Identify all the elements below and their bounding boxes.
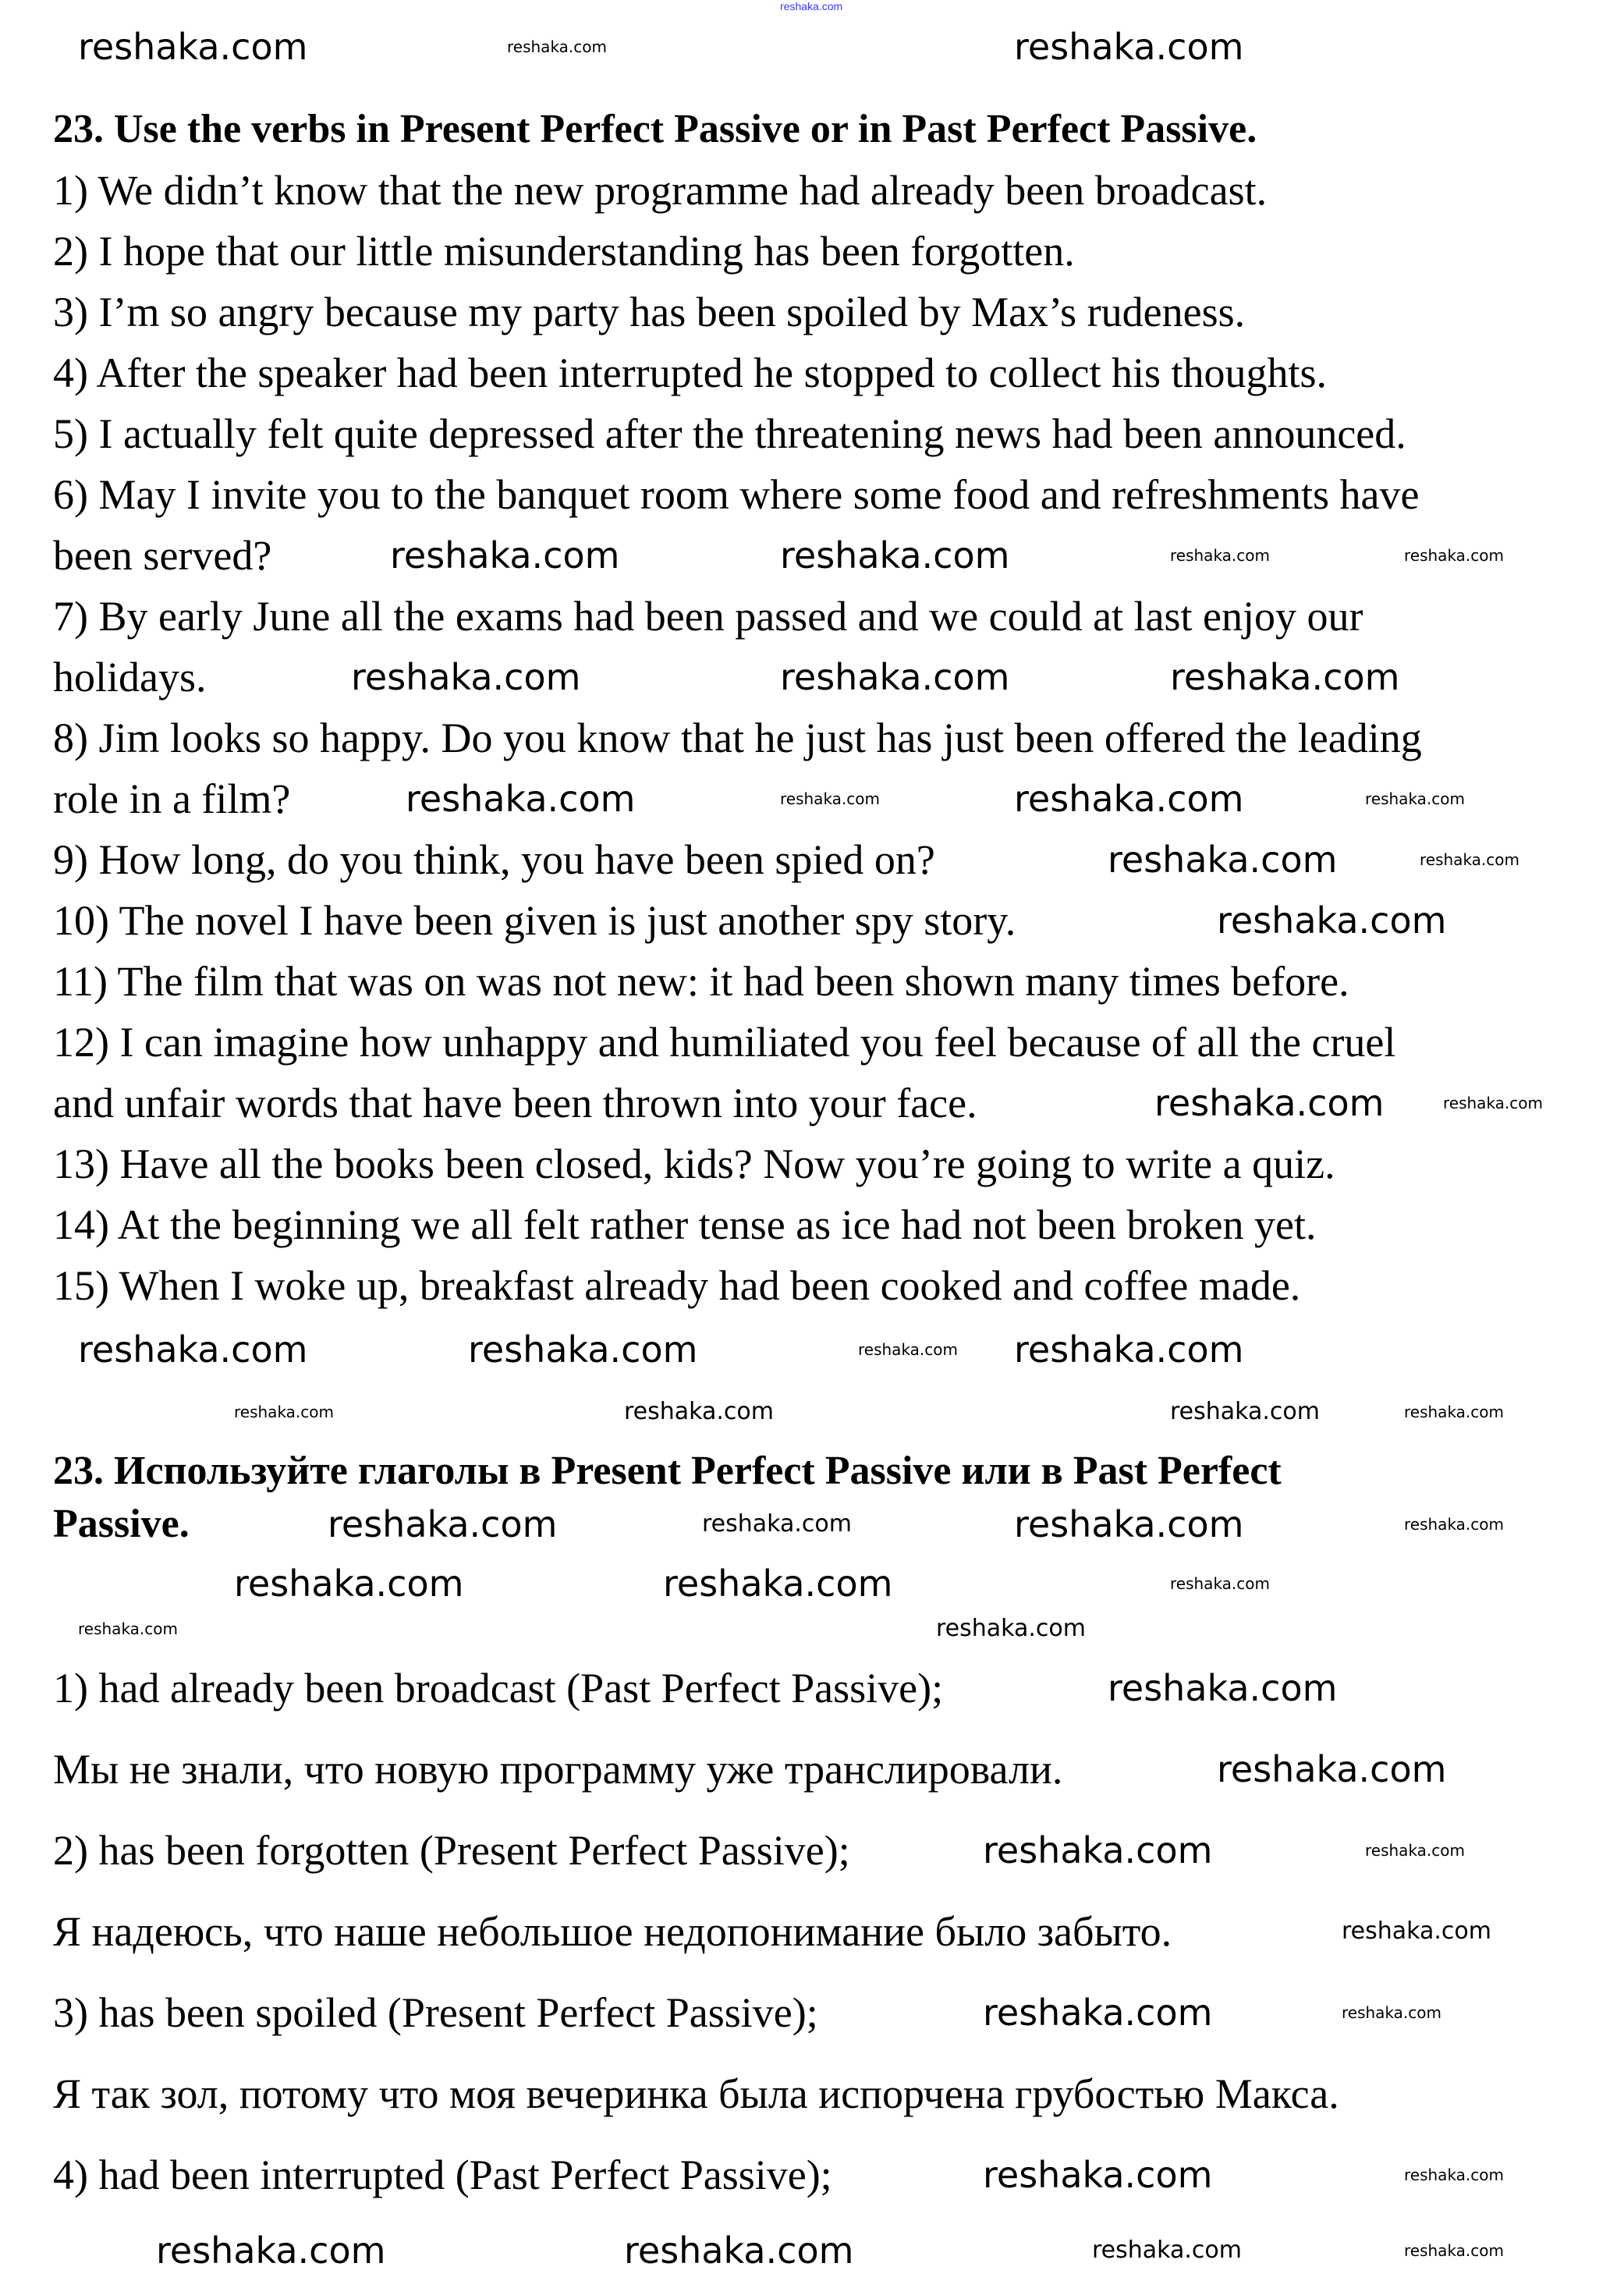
answer-line: 3) has been spoiled (Present Perfect Passive); <box>53 1989 818 2036</box>
watermark: reshaka.com <box>1420 850 1519 869</box>
watermark: reshaka.com <box>1014 778 1244 820</box>
exercise-line: 7) By early June all the exams had been passed and we could at last enjoy our <box>53 593 1363 640</box>
watermark: reshaka.com <box>1342 2003 1441 2022</box>
exercise-line: 15) When I woke up, breakfast already had been cooked and coffee made. <box>53 1262 1301 1309</box>
watermark: reshaka.com <box>406 778 636 820</box>
watermark: reshaka.com <box>390 534 620 576</box>
watermark: reshaka.com <box>78 1619 178 1638</box>
exercise-line: 1) We didn’t know that the new programme had already been broadcast. <box>53 167 1268 214</box>
watermark: reshaka.com <box>1014 26 1244 68</box>
translation-title: 23. Используйте глаголы в Present Perfect Passive или в Past Perfect <box>53 1449 1282 1493</box>
watermark: reshaka.com <box>702 1510 852 1538</box>
watermark: reshaka.com <box>1404 1403 1504 1421</box>
watermark: reshaka.com <box>1365 789 1465 808</box>
answer-line: Я надеюсь, что наше небольшое недопонимание было забыто. <box>53 1908 1172 1955</box>
exercise-line: role in a film? <box>53 775 291 822</box>
watermark: reshaka.com <box>1014 1328 1244 1371</box>
watermark: reshaka.com <box>780 656 1010 698</box>
watermark: reshaka.com <box>663 1563 893 1605</box>
watermark: reshaka.com <box>936 1615 1086 1642</box>
watermark: reshaka.com <box>1342 1917 1491 1945</box>
exercise-line: 6) May I invite you to the banquet room where some food and refreshments have <box>53 471 1420 518</box>
watermark: reshaka.com <box>1108 1667 1338 1709</box>
watermark: reshaka.com <box>624 2229 854 2272</box>
watermark: reshaka.com <box>351 656 581 698</box>
answer-line: 4) had been interrupted (Past Perfect Passive); <box>53 2151 832 2198</box>
watermark: reshaka.com <box>1014 1503 1244 1545</box>
exercise-line: and unfair words that have been thrown into your face. <box>53 1080 977 1126</box>
watermark: reshaka.com <box>1365 1841 1465 1860</box>
watermark: reshaka.com <box>1108 839 1338 881</box>
watermark: reshaka.com <box>78 26 308 68</box>
watermark: reshaka.com <box>1217 899 1447 942</box>
watermark: reshaka.com <box>1404 2166 1504 2184</box>
exercise-title: 23. Use the verbs in Present Perfect Passive or in Past Perfect Passive. <box>53 107 1257 151</box>
watermark: reshaka.com <box>624 1398 774 1425</box>
header-watermark: reshaka.com <box>780 0 843 12</box>
watermark: reshaka.com <box>156 2229 386 2272</box>
watermark: reshaka.com <box>1092 2237 1242 2264</box>
exercise-line: 2) I hope that our little misunderstanding has been forgotten. <box>53 228 1075 275</box>
exercise-block <box>53 99 1582 1316</box>
exercise-line: 5) I actually felt quite depressed after the threatening news had been announced. <box>53 410 1406 457</box>
watermark: reshaka.com <box>1404 2241 1504 2260</box>
translation-title-cont: Passive. <box>53 1502 190 1546</box>
exercise-line: 4) After the speaker had been interrupted he stopped to collect his thoughts. <box>53 349 1328 396</box>
exercise-line: 13) Have all the books been closed, kids? Now you’re going to write a quiz. <box>53 1140 1335 1187</box>
watermark: reshaka.com <box>983 1829 1213 1871</box>
watermark: reshaka.com <box>234 1403 334 1421</box>
watermark: reshaka.com <box>468 1328 698 1371</box>
watermark: reshaka.com <box>1170 546 1270 565</box>
watermark: reshaka.com <box>1443 1094 1543 1112</box>
exercise-line: 12) I can imagine how unhappy and humiliated you feel because of all the cruel <box>53 1019 1396 1066</box>
watermark: reshaka.com <box>983 2154 1213 2196</box>
exercise-line: 8) Jim looks so happy. Do you know that he just has just been offered the leading <box>53 715 1422 761</box>
watermark: reshaka.com <box>983 1992 1213 2034</box>
exercise-line: 10) The novel I have been given is just another spy story. <box>53 897 1016 944</box>
watermark: reshaka.com <box>1170 656 1400 698</box>
exercise-line: 3) I’m so angry because my party has been spoiled by Max’s rudeness. <box>53 289 1246 335</box>
watermark: reshaka.com <box>1170 1574 1270 1593</box>
exercise-line: been served? <box>53 532 272 579</box>
answer-line: Я так зол, потому что моя вечеринка была испорчена грубостью Макса. <box>53 2070 1339 2117</box>
watermark: reshaka.com <box>780 534 1010 576</box>
watermark: reshaka.com <box>507 37 607 56</box>
watermark: reshaka.com <box>328 1503 558 1545</box>
exercise-line: 9) How long, do you think, you have been spied on? <box>53 836 935 883</box>
watermark: reshaka.com <box>78 1328 308 1371</box>
watermark: reshaka.com <box>1170 1398 1320 1425</box>
watermark: reshaka.com <box>858 1340 958 1359</box>
answer-line: 2) has been forgotten (Present Perfect Passive); <box>53 1827 850 1874</box>
exercise-line: holidays. <box>53 654 207 701</box>
watermark: reshaka.com <box>1404 1515 1504 1534</box>
watermark: reshaka.com <box>234 1563 464 1605</box>
watermark: reshaka.com <box>1154 1082 1385 1124</box>
watermark: reshaka.com <box>780 789 880 808</box>
answer-line: Мы не знали, что новую программу уже транслировали. <box>53 1746 1063 1793</box>
answer-line: 1) had already been broadcast (Past Perfect Passive); <box>53 1665 944 1712</box>
watermark: reshaka.com <box>1217 1748 1447 1790</box>
exercise-line: 14) At the beginning we all felt rather tense as ice had not been broken yet. <box>53 1201 1317 1248</box>
watermark: reshaka.com <box>1404 546 1504 565</box>
exercise-line: 11) The film that was on was not new: it had been shown many times before. <box>53 958 1349 1005</box>
